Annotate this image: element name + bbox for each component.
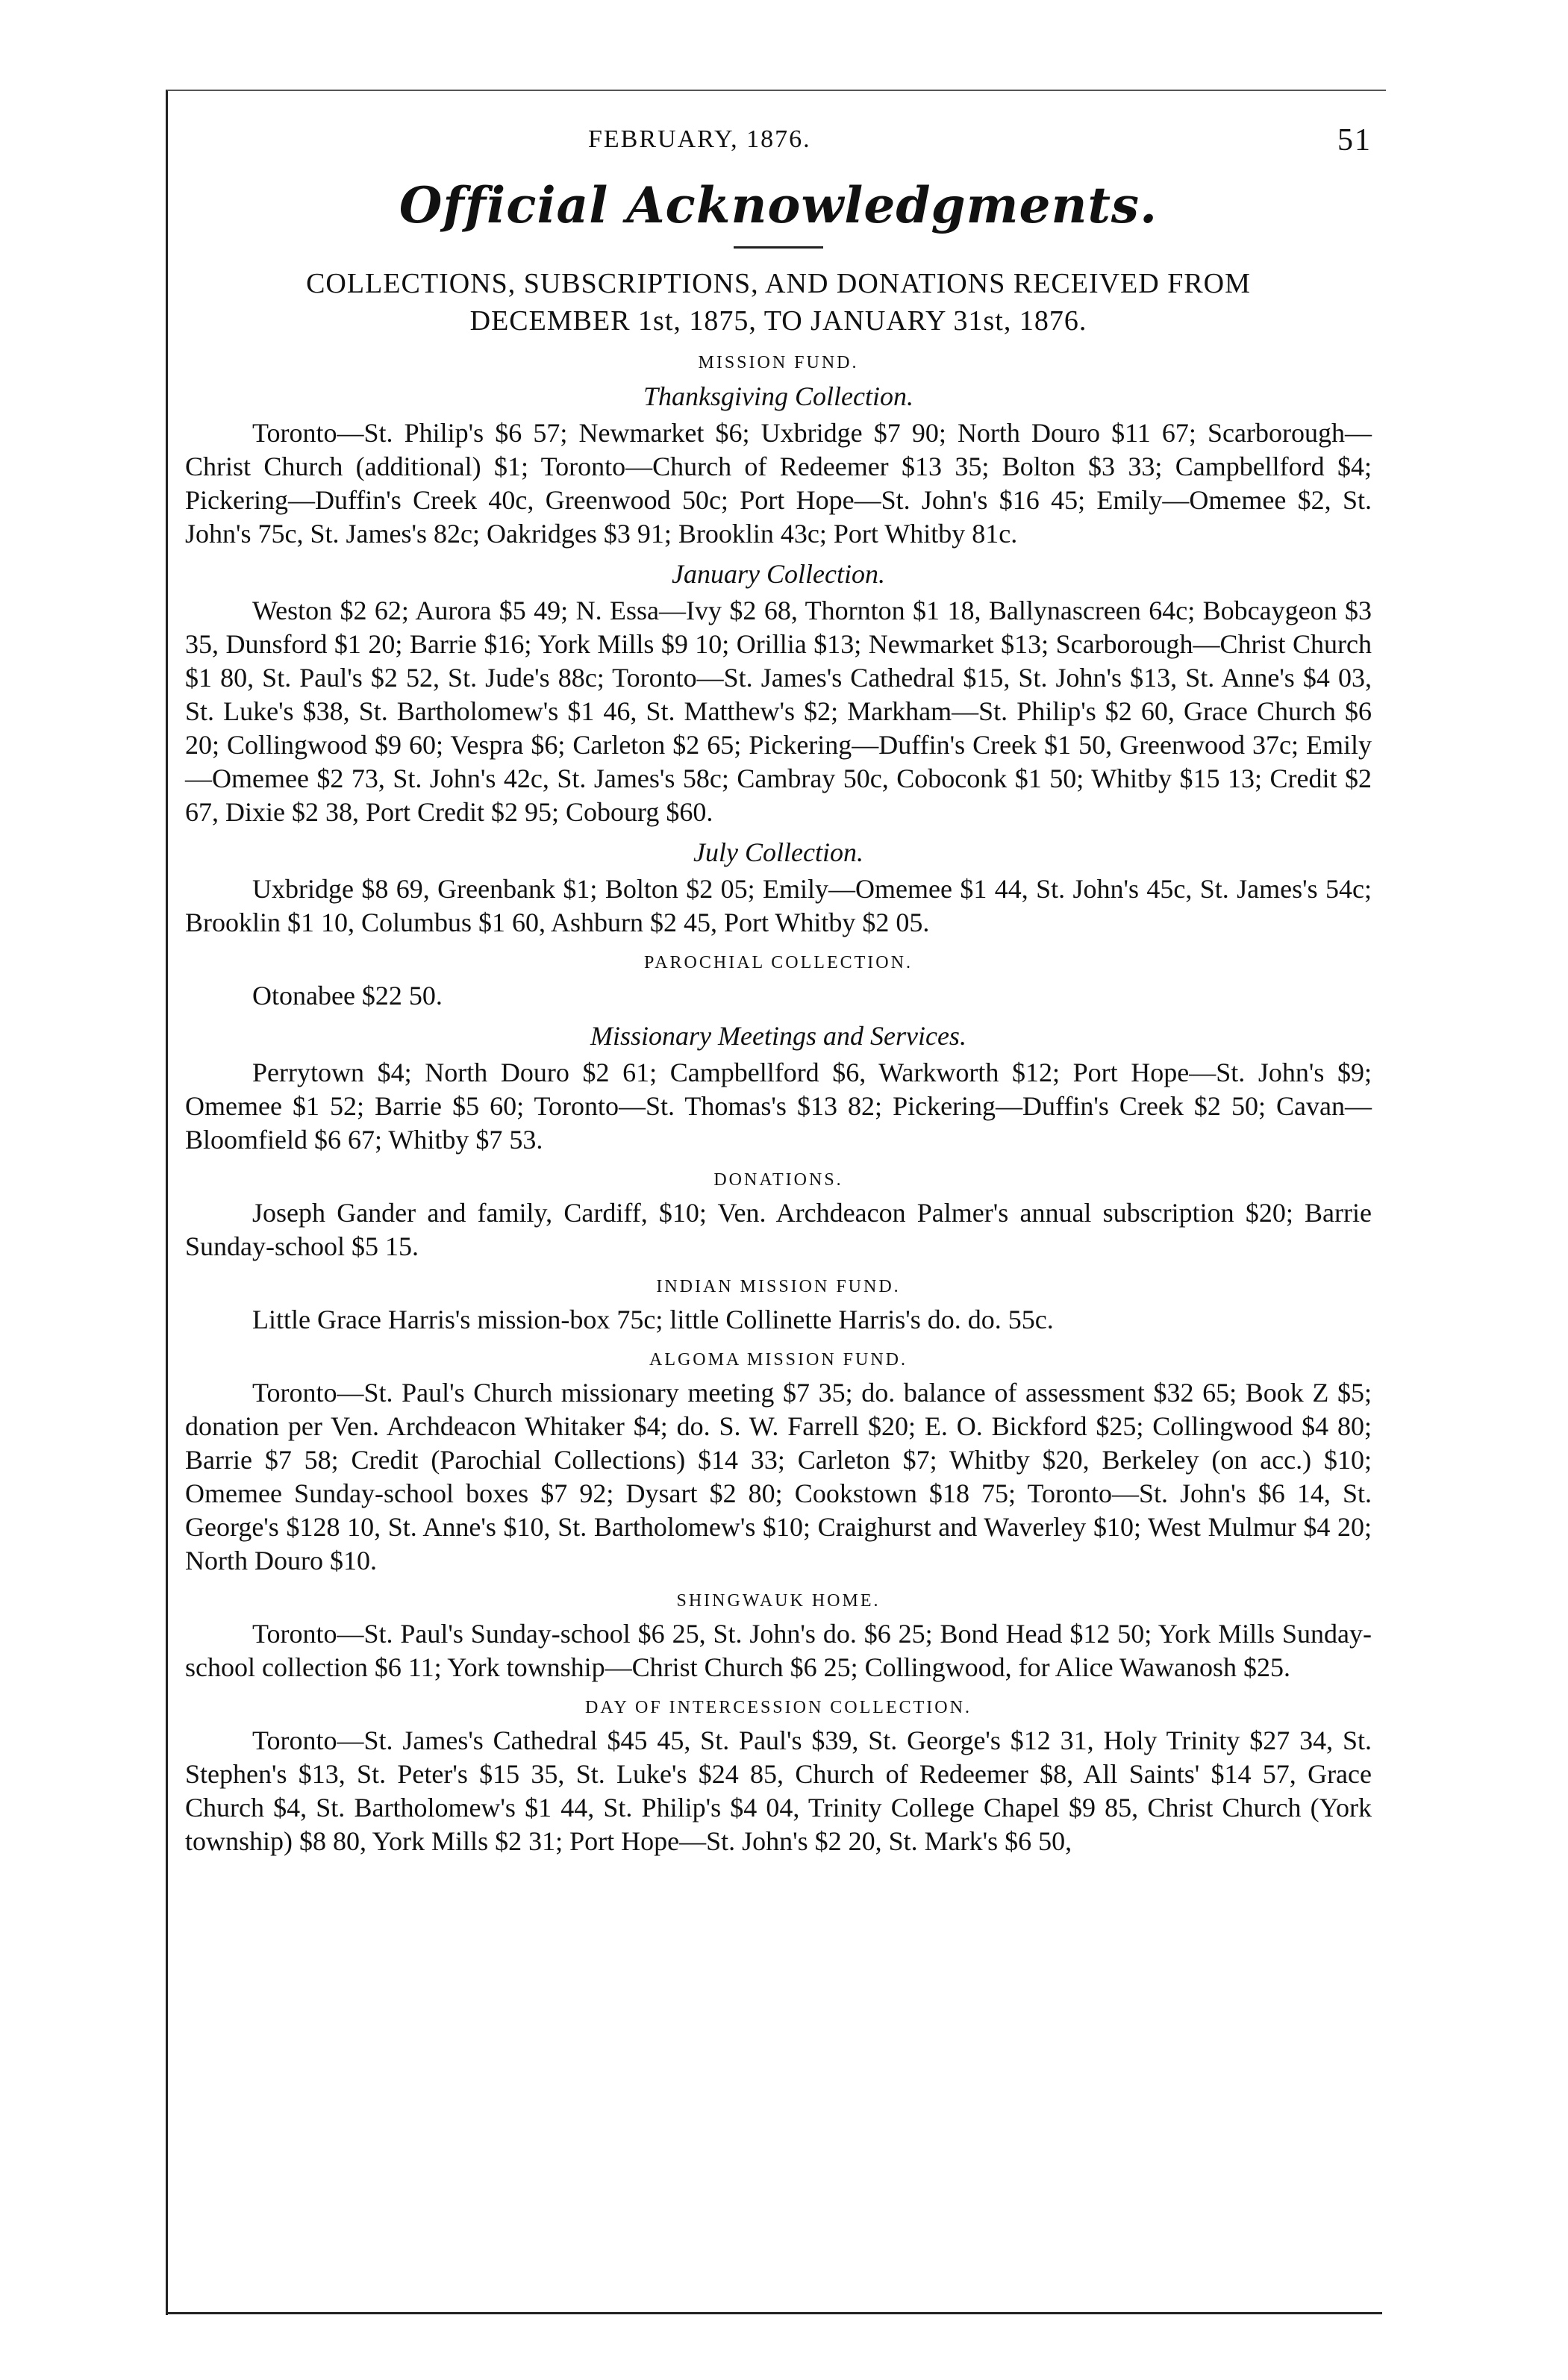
paragraph-thanksgiving: Toronto—St. Philip's $6 57; Newmarket $6; Uxbridge $7 90; North Douro $11 67; Scarborough—Christ Church (additional) $1; Toronto—Church of Redeemer $13 35; Bolton $3 33; Campbellford $4; Pickering—Duffin's Creek 40c, Greenwood 50c; Port Hope—St. John's $16 45; Emily—Omemee $2, St. John's 75c, St. James's 82c; Oakridges $3 91; Brooklin 43c; Port Whitby 81c. xyxy=(185,418,1372,549)
paragraph-missionary-meetings: Perrytown $4; North Douro $2 61; Campbellford $6, Warkworth $12; Port Hope—St. John's $9; Omemee $1 52; Barrie $5 60; Toronto—St. Thomas's $13 82; Pickering—Duffin's Creek $2 50; Cavan—Bloomfield $6 67; Whitby $7 53. xyxy=(185,1058,1372,1155)
running-head-month: FEBRUARY, 1876. xyxy=(588,125,811,153)
section-heading-algoma: ALGOMA MISSION FUND. xyxy=(649,1350,908,1369)
section-heading-parochial: PAROCHIAL COLLECTION. xyxy=(644,953,913,972)
page-number: 51 xyxy=(1337,123,1372,157)
page-content xyxy=(185,112,1372,1858)
running-head xyxy=(185,112,1372,172)
paragraph-january: Weston $2 62; Aurora $5 49; N. Essa—Ivy $2 68, Thornton $1 18, Ballynascreen 64c; Bobcaygeon $3 35, Dunsford $1 20; Barrie $16; York Mills $9 10; Orillia $13; Newmarket $13; Scarborough—Christ Church $1 80, St. Paul's $2 52, St. Jude's 88c; Toronto—St. James's Cathedral $15, St. John's $13, St. Anne's $4 03, St. Luke's $38, St. Bartholomew's $1 46, St. Matthew's $2; Markham—St. Philip's $2 60, Grace Church $6 20; Collingwood $9 60; Vespra $6; Carleton $2 65; Pickering—Duffin's Creek $1 50, Greenwood 37c; Emily—Omemee $2 73, St. John's 42c, St. James's 58c; Cambray 50c, Coboconk $1 50; Whitby $15 13; Credit $2 67, Dixie $2 38, Port Credit $2 95; Cobourg $60. xyxy=(185,596,1372,827)
section-heading-shingwauk: SHINGWAUK HOME. xyxy=(676,1591,881,1611)
subheading-july: July Collection. xyxy=(693,837,863,867)
paragraph-july: Uxbridge $8 69, Greenbank $1; Bolton $2 05; Emily—Omemee $1 44, St. John's 45c, St. James's 54c; Brooklin $1 10, Columbus $1 60, Ashburn $2 45, Port Whitby $2 05. xyxy=(185,874,1372,937)
section-heading-mission-fund: MISSION FUND. xyxy=(698,353,859,372)
subtitle xyxy=(185,265,1372,340)
subheading-thanksgiving: Thanksgiving Collection. xyxy=(643,381,913,411)
section-heading-intercession: DAY OF INTERCESSION COLLECTION. xyxy=(585,1698,972,1717)
subtitle-line-2: DECEMBER 1st, 1875, TO JANUARY 31st, 1876. xyxy=(469,305,1087,337)
section-heading-indian-mission: INDIAN MISSION FUND. xyxy=(656,1277,901,1296)
paragraph-algoma: Toronto—St. Paul's Church missionary meeting $7 35; do. balance of assessment $32 65; Book Z $5; donation per Ven. Archdeacon Whitaker $4; do. S. W. Farrell $20; E. O. Bickford $25; Collingwood $4 80; Barrie $7 58; Credit (Parochial Collections) $14 33; Carleton $7; Whitby $20, Berkeley (on acc.) $10; Omemee Sunday-school boxes $7 92; Dysart $2 80; Cookstown $18 75; Toronto—St. John's $6 14, St. George's $128 10, St. Anne's $10, St. Bartholomew's $10; Craighurst and Waverley $10; West Mulmur $4 20; North Douro $10. xyxy=(185,1378,1372,1575)
section-heading-donations: DONATIONS. xyxy=(713,1170,843,1190)
bottom-rule xyxy=(166,2312,1382,2314)
paragraph-indian-mission: Little Grace Harris's mission-box 75c; little Collinette Harris's do. do. 55c. xyxy=(252,1305,1054,1334)
paragraph-parochial: Otonabee $22 50. xyxy=(252,981,443,1011)
subheading-missionary-meetings: Missionary Meetings and Services. xyxy=(590,1021,966,1051)
subtitle-line-1: COLLECTIONS, SUBSCRIPTIONS, AND DONATIONS RECEIVED FROM xyxy=(306,268,1251,299)
paragraph-donations: Joseph Gander and family, Cardiff, $10; Ven. Archdeacon Palmer's annual subscription $20; Barrie Sunday-school $5 15. xyxy=(185,1198,1372,1261)
paragraph-shingwauk: Toronto—St. Paul's Sunday-school $6 25, St. John's do. $6 25; Bond Head $12 50; York Mills Sunday-school collection $6 11; York township—Christ Church $6 25; Collingwood, for Alice Wawanosh $25. xyxy=(185,1619,1372,1682)
paragraph-intercession: Toronto—St. James's Cathedral $45 45, St. Paul's $39, St. George's $12 31, Holy Trinity $27 34, St. Stephen's $13, St. Peter's $15 35, St. Luke's $24 85, Church of Redeemer $8, All Saints' $14 57, Grace Church $4, St. Bartholomew's $1 44, St. Philip's $4 04, Trinity College Chapel $9 85, Christ Church (York township) $8 80, York Mills $2 31; Port Hope—St. John's $2 20, St. Mark's $6 50, xyxy=(185,1725,1372,1856)
title-rule xyxy=(734,246,823,249)
masthead-title: Official Acknowledgments. xyxy=(399,176,1158,234)
subheading-january: January Collection. xyxy=(672,559,885,589)
